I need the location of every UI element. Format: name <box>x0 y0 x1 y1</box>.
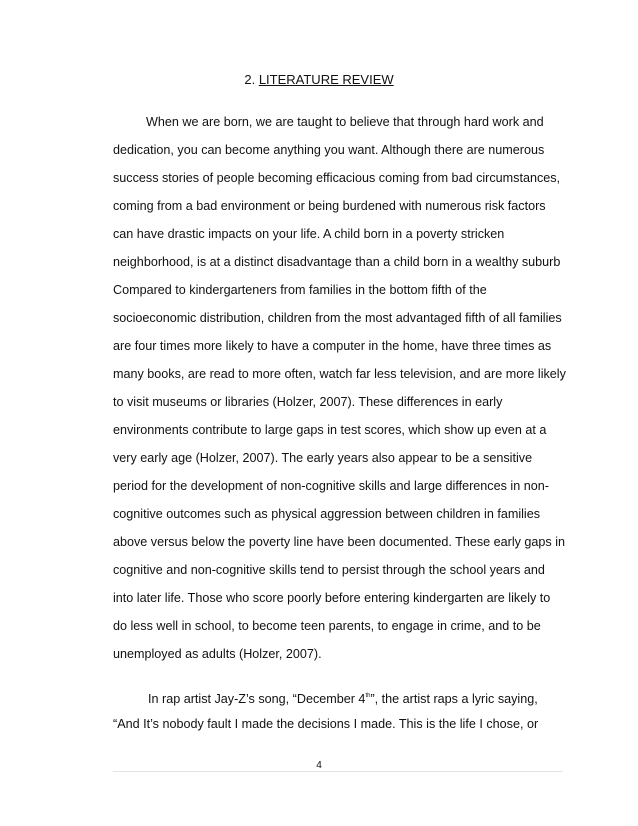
paragraph-line: coming from a bad environment or being burdened with numerous risk factors <box>113 199 546 213</box>
paragraph-line: into later life. Those who score poorly before entering kindergarten are likely to <box>113 591 551 605</box>
paragraph-line: environments contribute to large gaps in test scores, which show up even at a <box>113 423 547 437</box>
quote-intro-text: In rap artist Jay-Z’s song, “December 4 <box>148 692 366 706</box>
section-title: LITERATURE REVIEW <box>258 72 394 87</box>
paragraph-line: neighborhood, is at a distinct disadvantage than a child born in a wealthy suburb <box>113 255 561 269</box>
paragraph-line: many books, are read to more often, watch far less television, and are more likely <box>113 367 566 381</box>
paragraph-line: socioeconomic distribution, children from the most advantaged fifth of all families <box>113 311 562 325</box>
ordinal-superscript: th <box>365 693 371 699</box>
paragraph-line: “And It’s nobody fault I made the decisions I made. This is the life I chose, or <box>113 717 539 731</box>
quote-intro-text-end: ”, the artist raps a lyric saying, <box>370 692 538 706</box>
section-number: 2. <box>244 72 259 87</box>
paragraph-line: Compared to kindergarteners from families in the bottom fifth of the <box>113 283 487 297</box>
footer-divider <box>113 771 563 772</box>
paragraph-line: above versus below the poverty line have been documented. These early gaps in <box>113 535 566 549</box>
paragraph-line: When we are born, we are taught to believe that through hard work and <box>146 115 544 129</box>
paragraph-line: cognitive outcomes such as physical aggression between children in families <box>113 507 541 521</box>
paragraph-line: period for the development of non-cognitive skills and large differences in non- <box>113 479 549 493</box>
page-number: 4 <box>316 760 322 771</box>
paragraph-line: very early age (Holzer, 2007). The early years also appear to be a sensitive <box>113 451 533 465</box>
section-heading <box>0 71 638 89</box>
paragraph-line: dedication, you can become anything you want. Although there are numerous <box>113 143 545 157</box>
paragraph-line: are four times more likely to have a computer in the home, have three times as <box>113 339 552 353</box>
paragraph-line: can have drastic impacts on your life. A child born in a poverty stricken <box>113 227 505 241</box>
paragraph-line: success stories of people becoming efficacious coming from bad circumstances, <box>113 171 561 185</box>
paragraph-line: to visit museums or libraries (Holzer, 2007). These differences in early <box>113 395 503 409</box>
paragraph-line: cognitive and non-cognitive skills tend to persist through the school years and <box>113 563 545 577</box>
paragraph-line: unemployed as adults (Holzer, 2007). <box>113 647 322 661</box>
paragraph-line <box>148 687 538 708</box>
paragraph-line: do less well in school, to become teen parents, to engage in crime, and to be <box>113 619 541 633</box>
